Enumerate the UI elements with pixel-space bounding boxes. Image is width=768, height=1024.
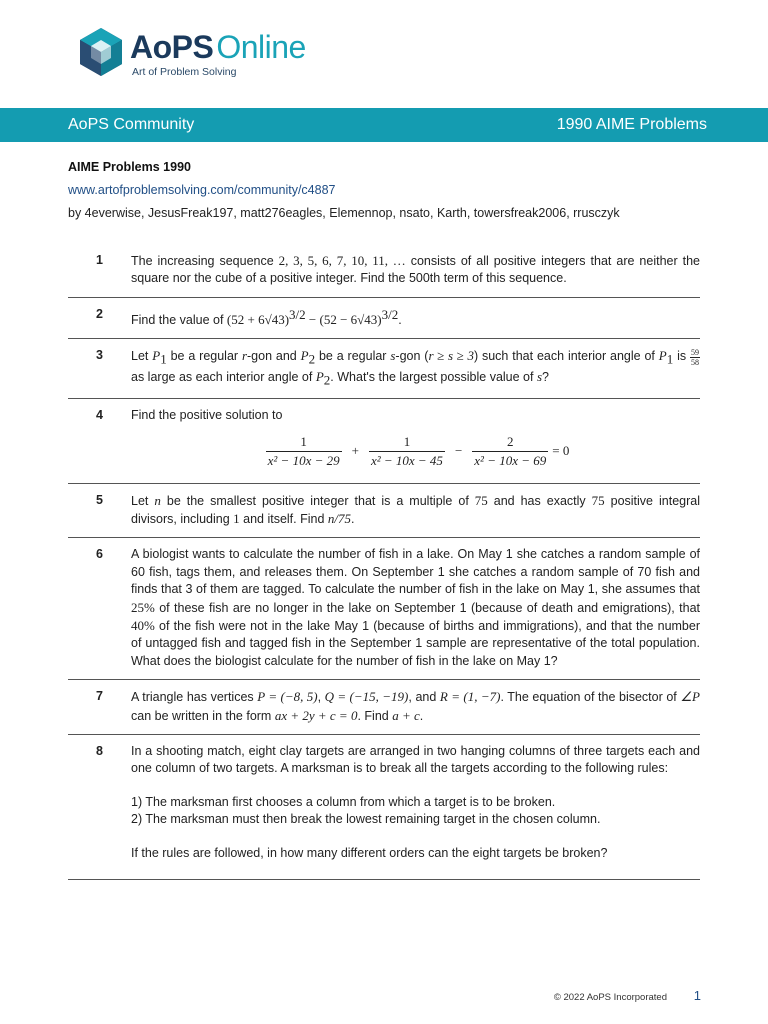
problem-row: [68, 298, 700, 340]
document-meta: [68, 156, 708, 225]
problem-row: [68, 484, 700, 539]
logo-product: Online: [216, 29, 306, 65]
problem-text: Find the positive solution to 1 x² − 10x − 29 + $\frac{1}{\text{x² − 10x − 45}}$ − $\frac{2}{\text{x² − 10x − 69}}$ = 0: [131, 407, 700, 473]
problem-text: In a shooting match, eight clay targets are arranged in two hanging columns of three targets each and one column of two targets. A marksman is to break all the targets according to the following rules: 1) The marksman first chooses a column from which a target is to be broken. 2) The marksman must then break the lowest remaining target in the chosen column. If the rules are followed, in how many different orders can the eight targets be broken?: [131, 744, 700, 860]
authors-line: by 4everwise, JesusFreak197, matt276eagles, Elemennop, nsato, Karth, towersfreak2006, rrusczyk: [68, 206, 620, 220]
problem-row: [68, 538, 700, 680]
problem-number: 3: [96, 348, 103, 363]
problem-text: Find the value of $(52 + 6√43)^{3/2} - (52 - 6√43)^{3/2}$.: [131, 306, 402, 327]
problem-text: Let $P_1$ be a regular r-gon and $P_2$ be a regular s-gon (r ≥ s ≥ 3) such that each interior angle of $P_1$ is $\frac{59}{58}$ as large as each interior angle of $P_2$. What's the largest possible value of s?: [131, 347, 699, 388]
community-label: AoPS Community: [68, 116, 195, 133]
problem-text: A biologist wants to calculate the number of fish in a lake. On May 1 she catches a random sample of 60 fish, tags them, and releases them. On September 1 she catches a random sample of 70 fish and finds that 3 of them are tagged. To calculate the number of fish in the lake on May 1, she assumes that 25% of these fish are no longer in the lake on September 1 (because of death and emigrations), that 40% of the fish were not in the lake May 1 (because of births and immigrations), and that the number of untagged fish and tagged fish in the September 1 sample are representative of the total population. What does the biologist calculate for the number of fish in the lake on May 1?: [131, 547, 700, 668]
problem-number: 8: [96, 744, 103, 759]
problem-row: [68, 246, 700, 298]
logo-brand: AoPS: [130, 29, 214, 65]
aops-cube-logo-icon: [78, 26, 124, 78]
copyright-text: © 2022 AoPS Incorporated: [553, 992, 667, 1003]
header-band: [0, 108, 768, 142]
problem-number: 1: [96, 253, 103, 267]
problem-row: [68, 680, 700, 735]
problem-list: [68, 246, 700, 880]
community-link[interactable]: www.artofproblemsolving.com/community/c4887: [68, 183, 336, 197]
document-title: 1990 AIME Problems: [556, 116, 707, 133]
problem-number: 2: [96, 306, 103, 321]
problem-text: A triangle has vertices P = (−8, 5), Q = (−15, −19), and R = (1, −7). The equation of the bisector of ∠P can be written in the form ax + 2y + c = 0. Find a + c.: [131, 689, 700, 723]
fraction: $\frac{59}{58}$: [691, 347, 699, 367]
problem-row: [68, 399, 700, 483]
meta-title: AIME Problems 1990: [68, 160, 191, 174]
problem-text: The increasing sequence 2, 3, 5, 6, 7, 10, 11, … consists of all positive integers that are neither the square nor the cube of a positive integer. Find the 500th term of this sequence.: [131, 253, 700, 286]
problem-number: 6: [96, 547, 103, 562]
problem-row: [68, 735, 700, 880]
problem-text: Let n be the smallest positive integer that is a multiple of 75 and has exactly 75 positive integral divisors, including 1 and itself. Find n/75.: [131, 492, 700, 526]
logo-tagline: Art of Problem Solving: [132, 66, 237, 78]
problem-row: [68, 339, 700, 399]
problem-number: 7: [96, 689, 103, 704]
problem-number: 5: [96, 492, 103, 507]
aops-logo: [78, 26, 306, 82]
display-equation: 1 x² − 10x − 29 + $\frac{1}{\text{x² − 10x − 45}}$ − $\frac{2}{\text{x² − 10x − 69}}$ = 0: [267, 433, 570, 468]
page-number: 1: [693, 988, 701, 1003]
problem-number: 4: [96, 408, 103, 423]
